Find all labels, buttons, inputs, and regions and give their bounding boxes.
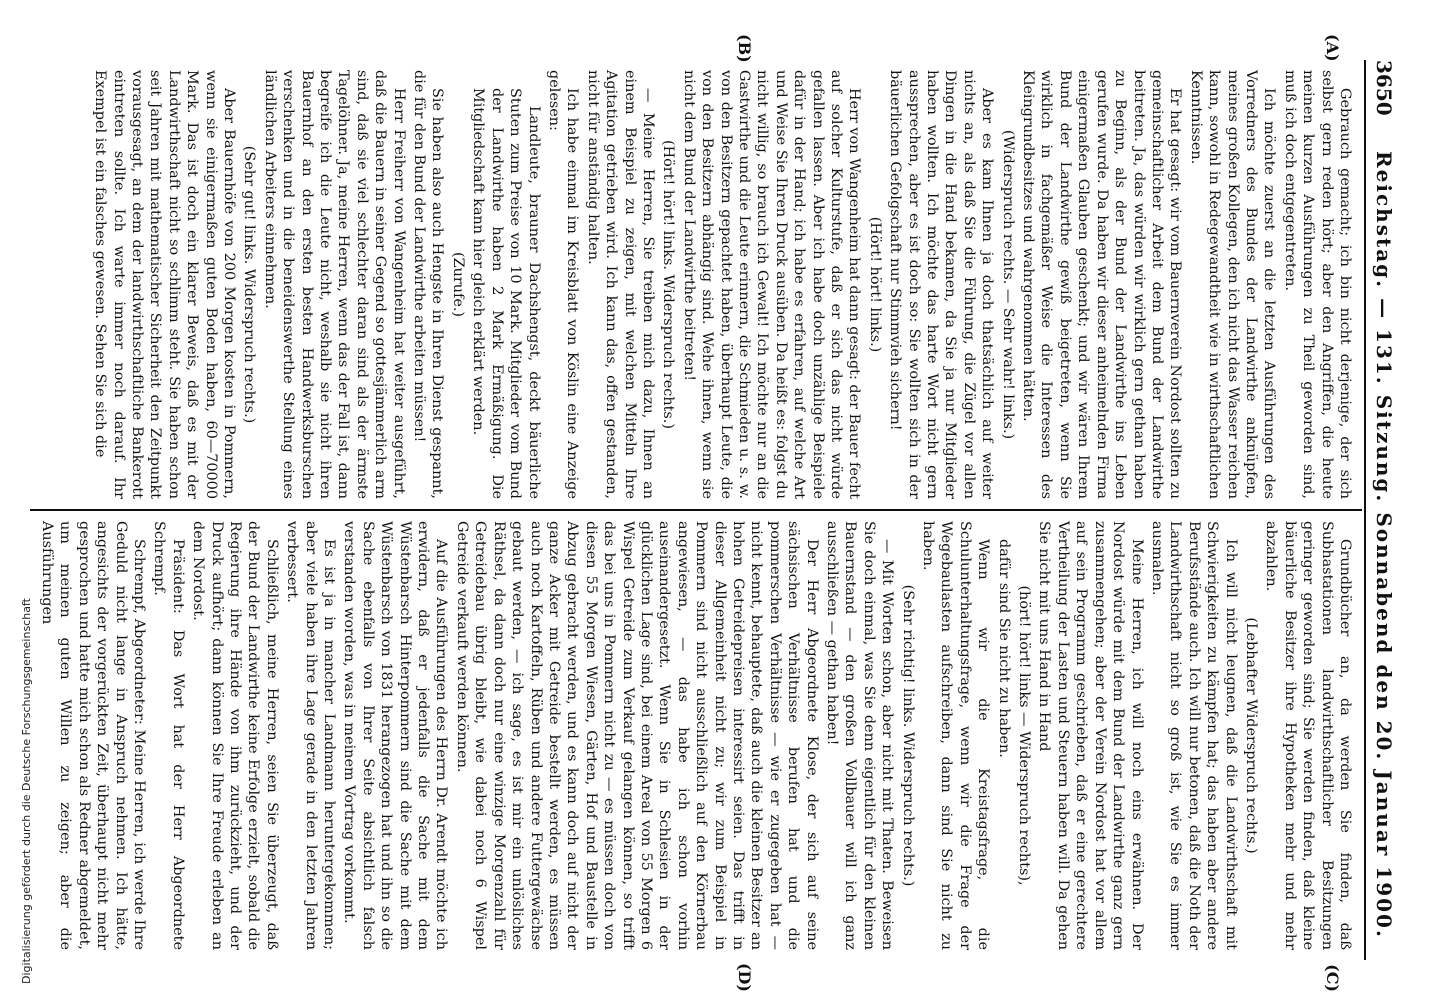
margin-marker-c: (C) xyxy=(1323,964,1342,992)
interjection: (Widerspruch rechts. — Sehr wahr! links.) xyxy=(999,129,1016,440)
paragraph: Ich möchte zuerst an die letzten Ausführungen des Vorredners des Bundes der Landwirthe anknüpfen, meines großen Kollegen, den ich nicht das Wasser reichen kann, sowohl in Redegewandtheit wie in wirthschaftlichen Kenntnissen. xyxy=(1187,70,1278,499)
paragraph: Auf die Ausführungen des Herrn Dr. Arendt möchte ich erwidern, daß er jedenfalls die Sache mit dem Wüstenbarsch Hinterpommern sind die Sache mit dem Wüstenbarsch von 1831 herangezogen hat und ihn so die Sache ebenfalls von Ihrer Seite absichtlich falsch verstanden worden, was in meinem Vortrag vorkommt. xyxy=(341,521,450,950)
paragraph: Aber es kam Ihnen ja doch thatsächlich auf weiter nichts an, als daß Sie die Führung, die Zügel vor allen Dingen in die Hand bekamen, da Sie ja nur Mitglieder haben wollten. Ich möchte das harte Wort nicht gern aussprechen, aber es ist doch so: Sie wollten sich in der bäuerlichen Gefolgschaft nur Stimmvieh sichern! xyxy=(887,70,996,499)
paragraph: Herr Freiherr von Wangenheim hat weiter ausgeführt, daß die Bauern in seiner Gegend so gottesjämmerlich arm sind, daß sie viel schlechter daran sind als der ärmste Tagelöhner. Ja, meine Herren, wenn das der Fall ist, dann begreife ich die Leute nicht, weshalb sie nicht ihren Bauernhof an den ersten besten Handwerksburschen verschenken und in die beneidenswerthe Stellung eines ländlichen Arbeiters einnehmen. xyxy=(261,70,407,499)
margin-marker-a: (A) xyxy=(1323,34,1342,62)
text-columns xyxy=(30,60,1362,960)
page-header xyxy=(1364,60,1406,960)
page-title: Reichstag. — 131. Sitzung. Sonnabend den 20. Januar 1900. xyxy=(1372,151,1396,939)
paragraph: Aber Bauernhöfe von 200 Morgen kosten in Pommern, wenn sie einigermaßen guten Boden haben, 60—70000 Mark. Das ist doch ein klarer Beweis, daß es mit der Landwirthschaft nicht so schlimm steht. Sie haben schon seit Jahren mit mathematischer Sicherheit den Zeitpunkt vorausgesagt, an dem der landwirthschaftliche Bankerott eintreten sollte. Ich warte immer noch darauf. Ihr Exempel ist ein falsches gewesen. Sehen Sie sich die xyxy=(92,70,238,499)
interjection: (Lebhafter Widerspruch rechts.) xyxy=(1242,617,1259,854)
funding-note xyxy=(6,4,33,994)
interjection: (Hört! hört! links.) xyxy=(866,216,883,353)
interjection: (hört! hört! links — Widerspruch rechts), xyxy=(1016,585,1033,886)
interjection: (Sehr gut! links. Widerspruch rechts.) xyxy=(241,145,258,424)
paragraph: — Mit Worten schon, aber nicht mit Thaten. Beweisen Sie doch einmal, was Sie denn eigentlich für den kleinen Bauernstand — den großen Vollbauer will ich ganz ausschließen — gethan haben! xyxy=(824,521,896,950)
page-number: 3650 xyxy=(1372,60,1396,116)
interjection: (Zurufe.) xyxy=(449,251,466,318)
paragraph: Sie haben also auch Hengste in Ihren Dienst gespannt, die für den Bund der Landwirthe arbeiten müssen! xyxy=(411,70,446,499)
right-column xyxy=(30,511,1362,960)
paragraph: Er hat gesagt: wir vom Bauernverein Nordost sollten zu gemeinschaftlicher Arbeit dem Bund der Landwirthe beitreten. Ja, das würden wir wirklich gern gethan haben zu Beginn, als der Bund der Landwirthe ins Leben gerufen wurde. Da haben wir dieser anheimelnden Firma einigermaßen Glauben geschenkt; und wir wären Ihrem Bund der Landwirthe gewiß beigetreten, wenn Sie wirklich in fachgemäßer Weise die Interessen des Kleingrundbesitzes und wahrgenommen hätten. xyxy=(1020,70,1184,499)
paragraph: Herr von Wangenheim hat dann gesagt: der Bauer fecht auf solcher Kulturstufe, daß er sich das nicht würde gefallen lassen. Aber ich habe doch unzählige Beispiele dafür in der Hand; ich habe es erfahren, auf welche Art und Weise Sie Ihren Druck ausüben. Da heißt es: folgst du nicht willig, so brauch ich Gewalt! Ich möchte nur an die Gastwirthe und die Leute erinnern, die Schmieden u. s. w. von den Besitzern gepachtet haben, überhaupt Leute, die von den Besitzern abhängig sind. Wehe ihnen, wenn sie nicht dem Bund der Landwirthe beitreten! xyxy=(680,70,863,499)
interjection: (Hört! hört! links. Widerspruch rechts.) xyxy=(660,139,677,429)
paragraph: Wenn wir die Kreistagsfrage, die Schulunterhaltungsfrage, wenn wir die Frage der Wegebaulasten aufschreiben, dann sind Sie nicht zu haben. xyxy=(920,521,992,950)
paragraph: Der Herr Abgeordnete Klose, der sich auf seine sächsischen Verhältnisse berufen hat und die pommerschen Verhältnisse — wie er zugegeben hat — nicht kennt, behauptete, daß auch die kleinen Besitzer an hohen Getreidepreisen interessirt seien. Das trifft in dieser Allgemeinheit nicht zu; wir zum Beispiel in Pommern sind nicht ausschließlich auf den Körnerbau angewiesen, — das habe ich schon vorhin auseinandergesetzt. Wenn Sie in Schlesien in der glücklichen Lage sind, bei einem Areal von 55 Morgen 6 Wispel Getreide zum Verkauf gelangen können, so trifft das bei uns in Pommern nicht zu — es müssen doch von diesen 55 Morgen Wiesen, Gärten, Hof und Baustelle in Abzug gebracht werden, und es kann doch auf nicht der ganze Acker mit Getreide bestellt werden, es müssen auch noch Kartoffeln, Rüben und andere Futtergewächse gebaut werden, — ich sage, es ist mir ein unlösliches Räthsel, da dann doch nur eine winzige Morgenzahl für Getreidebau übrig bleibt, wie dabei noch 6 Wispel Getreide verkauft werden können. xyxy=(453,521,820,950)
paragraph: dafür sind Sie nicht zu haben. xyxy=(995,539,1012,758)
president-statement: Präsident: Das Wort hat der Herr Abgeordnete Schrempf. xyxy=(151,521,186,950)
paragraph: Schließlich, meine Herren, seien Sie überzeugt, daß der Bund der Landwirthe keine Erfolge erzielt, sobald die Regierung ihre Hände von ihm zurückzieht, und der Druck aufhört; dann können Sie Ihre Freude erleben an dem Nordost. xyxy=(190,521,280,950)
left-column xyxy=(30,60,1362,511)
paragraph: — Meine Herren, Sie treiben mich dazu, Ihnen an einem Beispiel zu zeigen, mit welchen Mitteln Ihre Agitation getrieben wird. Ich kann das, offen gestanden, nicht für anständig halten. xyxy=(584,70,656,499)
paragraph: Gebrauch gemacht; ich bin nicht derjenige, der sich selbst gern reden hört; aber den Angriffen, die heute meinen kurzen Ausführungen zu Theil geworden sind, muß ich doch entgegentreten. xyxy=(1281,70,1353,499)
quoted-advert: Landleute, brauner Dachshengst, deckt bäuerliche Stuten zum Preise von 10 Mark. Mitglieder vom Bund der Landwirthe haben 2 Mark Ermäßigung. Die Mitgliedschaft kann hier gleich erklärt werden. xyxy=(470,88,542,499)
paragraph: Ich habe einmal im Kreisblatt von Köslin eine Anzeige gelesen: xyxy=(545,70,581,499)
funding-note-text: Digitalisierung gefördert durch die Deutsche Forschungsgemeinschaft xyxy=(20,598,33,984)
margin-marker-d: (D) xyxy=(735,962,754,992)
paragraph: Ich will nicht leugnen, daß die Landwirthschaft mit Schwierigkeiten zu kämpfen hat; das haben aber andere Berufsstände auch. Ich will nur betonen, daß die Noth der Landwirthschaft nicht so groß ist, wie Sie es immer ausmalen. xyxy=(1148,521,1239,950)
margin-marker-b: (B) xyxy=(735,34,754,63)
paragraph: Es ist ja in mancher Landmann heruntergekommen; aber viele haben ihre Lage gerade in den letzten Jahren verbessert. xyxy=(284,521,338,950)
speaker-paragraph: Schrempf, Abgeordneter: Meine Herren, ich werde Ihre Geduld nicht lange in Anspruch nehmen. Ich hätte, angesichts der vorgerückten Zeit, überhaupt nicht mehr gesprochen und hatte mich schon als Redner abgemeldet, um meinen guten Willen zu zeigen; aber die Ausführungen xyxy=(38,521,147,950)
interjection: (Sehr richtig! links. Widerspruch rechts.) xyxy=(899,584,916,887)
paragraph: Meine Herren, ich will noch eins erwähnen. Der Nordost würde mit dem Bund der Landwirthe ganz gern zusammengehen; aber der Verein Nordost hat vor allem auf sein Programm geschrieben, daß er eine gerechtere Vertheilung der Lasten und Steuern haben will. Da gehen Sie nicht mit uns Hand in Hand xyxy=(1036,521,1145,950)
paragraph: Grundbücher an, da werden Sie finden, daß Subhastationen landwirthschaftlicher Besitzungen geringer geworden sind; Sie werden finden, daß kleine bäuerliche Besitzer ihre Hypotheken mehr und mehr abzahlen. xyxy=(1263,521,1353,950)
